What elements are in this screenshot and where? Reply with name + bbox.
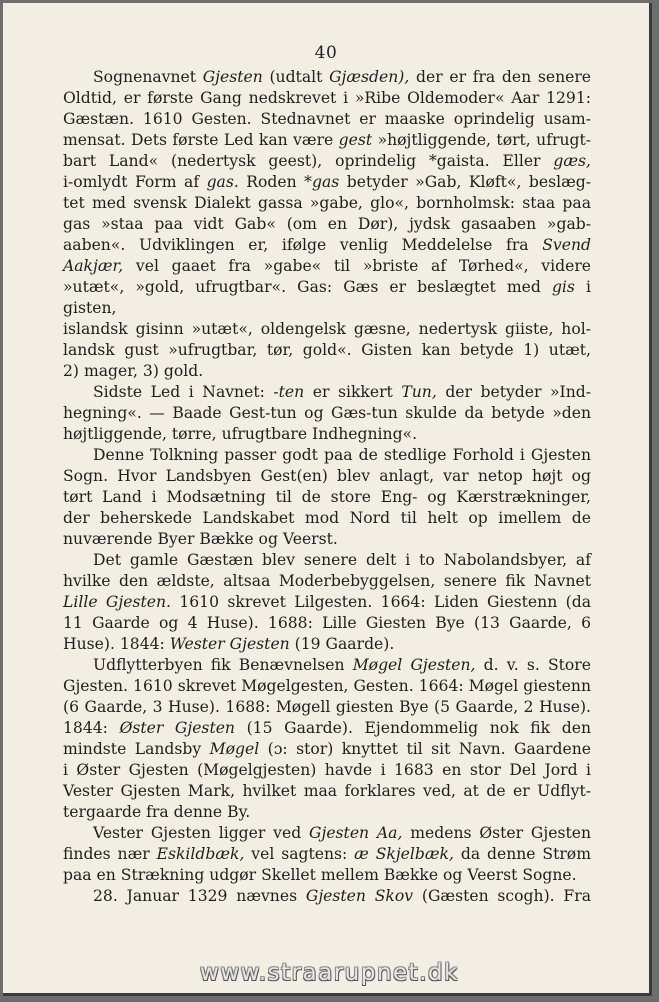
text-segment: vel sagtens: [244,845,355,863]
text-segment: Gæstæn. 1610 Gesten. Stednavnet er maaske oprindelig usam- [63,110,591,128]
text-segment: Det gamle Gæstæn blev senere delt i to Nabolandsbyer, af [93,551,591,569]
text-line [63,529,591,550]
text-segment: 1610 skrevet Lilgesten. 1664: Liden Giestenn (da [170,593,591,611]
text-segment: tørt Land i Modsætning til de store Eng- og Kærstrækninger, [63,488,591,506]
text-segment: i gisten, [63,278,591,317]
text-segment: tet med svensk Dialekt gassa »gabe, glo«, bornholmsk: staa paa [63,194,591,212]
text-segment: Huse). 1844: [63,635,170,653]
italic-text: gest [338,131,373,149]
text-segment: bart Land« (nedertysk geest), oprindelig *gaista. Eller [63,152,554,170]
text-line [63,277,591,319]
text-line [63,886,591,907]
text-line [63,424,591,445]
text-segment: da denne Strøm [453,845,591,863]
italic-text: gis [551,278,575,296]
text-segment: Denne Tolkning passer godt paa de stedlige Forhold i Gjesten [93,446,591,464]
text-line [63,697,591,718]
italic-text: Lille Gjesten. [63,593,171,611]
italic-text: Gjesten Skov [305,887,414,905]
text-line [63,781,591,802]
text-segment: findes nær [63,845,157,863]
text-line [63,718,591,739]
text-line [63,487,591,508]
text-line [63,235,591,256]
text-line [63,508,591,529]
text-segment: (udtalt [262,68,330,86]
italic-text: Møgel [209,740,260,758]
text-segment: der betyder »Ind- [436,383,591,401]
text-segment: paa en Strækning udgør Skellet mellem Bække og Veerst Sogne. [63,866,577,884]
text-segment: 1844: [63,719,120,737]
text-line [63,256,591,277]
text-line [63,88,591,109]
text-segment: tergaarde fra denne By. [63,803,251,821]
text-line [63,193,591,214]
italic-text: gæs, [553,152,591,170]
text-line [63,844,591,865]
text-segment: betyder »Gab, Kløft«, beslæg- [339,173,592,191]
text-line [63,865,591,886]
italic-text: gas. [206,173,239,191]
italic-text: Svend [542,236,591,254]
text-segment: Vester Gjesten Mark, hvilket maa forklares ved, at de er Udflyt- [63,782,591,800]
text-segment: gas »staa paa vidt Gab« (om en Dør), jydsk gasaaben »gab- [63,215,591,233]
text-segment: 2) mager, 3) gold. [63,362,204,380]
text-line [63,802,591,823]
text-segment: der er fra den senere [409,68,592,86]
text-segment: Oldtid, er første Gang nedskrevet i »Ribe Oldemoder« Aar 1291: [63,89,591,107]
text-segment: Gjesten. 1610 skrevet Møgelgesten, Gesten. 1664: Møgel giestenn [63,677,591,695]
text-line [63,151,591,172]
italic-text: -ten [273,383,305,401]
page-number: 40 [314,43,338,63]
italic-text: Aakjær, [63,257,124,275]
text-line [63,760,591,781]
text-line [63,550,591,571]
text-segment: »højtliggende, tørt, ufrugt- [372,131,592,149]
text-line [63,214,591,235]
text-line [63,676,591,697]
text-segment: der beherskede Landskabet mod Nord til helt op imellem de [63,509,591,527]
text-line [63,466,591,487]
text-segment: d. v. s. Store [475,656,591,674]
italic-text: Tun, [401,383,437,401]
text-segment: 28. Januar 1329 nævnes [93,887,306,905]
italic-text: Eskildbæk, [156,845,245,863]
text-segment: Roden [238,173,305,191]
italic-text: *gas [304,173,340,191]
text-line [63,130,591,151]
italic-text: Øster Gjesten [119,719,235,737]
text-segment: Udflytterbyen fik Benævnelsen [93,656,353,674]
italic-text: Gjesten Aa, [309,824,403,842]
text-segment: i-omlydt Form af [63,173,207,191]
text-line [63,613,591,634]
text-segment: (6 Gaarde, 3 Huse). 1688: Møgell giesten Bye (5 Gaarde, 2 Huse). [63,698,591,716]
text-segment: (ɔ: stor) knyttet til sit Navn. Gaardene [259,740,591,758]
text-line [63,571,591,592]
body-text [63,67,591,907]
text-line [63,739,591,760]
text-segment: Sogn. Hvor Landsbyen Gest(en) blev anlagt, var netop højt og [63,467,591,485]
text-line [63,592,591,613]
text-line [63,634,591,655]
text-line [63,67,591,88]
text-segment: medens Øster Gjesten [402,824,591,842]
text-segment: aaben«. Udviklingen er, ifølge venlig Meddelelse fra [63,236,543,254]
text-segment: hegning«. — Baade Gest-tun og Gæs-tun skulde da betyde »den [63,404,591,422]
italic-text: Gjesten [202,68,263,86]
text-line [63,109,591,130]
italic-text: Wester Gjesten [169,635,290,653]
text-line [63,172,591,193]
text-segment: hvilke den ældste, altsaa Moderbebyggelsen, senere fik Navnet [63,572,591,590]
text-segment: (19 Gaarde). [289,635,395,653]
text-segment: mindste Landsby [63,740,210,758]
text-line [63,319,591,340]
italic-text: Møgel Gjesten, [352,656,476,674]
text-line [63,445,591,466]
text-segment: nuværende Byer Bække og Veerst. [63,530,338,548]
italic-text: Gjæsden), [329,68,410,86]
text-segment: landsk gust »ufrugtbar, tør, gold«. Gisten kan betyde 1) utæt, [63,341,591,359]
italic-text: æ Skjelbæk, [354,845,454,863]
text-segment: (15 Gaarde). Ejendommelig nok fik den [234,719,591,737]
text-segment: 11 Gaarde og 4 Huse). 1688: Lille Giesten Bye (13 Gaarde, 6 [63,614,591,632]
text-segment: Sidste Led i Navnet: [93,383,274,401]
text-segment: »utæt«, »gold, ufrugtbar«. Gas: Gæs er beslægtet med [63,278,552,296]
text-line [63,403,591,424]
text-segment: Vester Gjesten ligger ved [93,824,310,842]
watermark: www.straarupnet.dk [200,960,459,986]
text-line [63,823,591,844]
text-segment: islandsk gisinn »utæt«, oldengelsk gæsne, nedertysk giiste, hol- [63,320,591,338]
text-line [63,655,591,676]
text-segment: i Øster Gjesten (Møgelgjesten) havde i 1683 en stor Del Jord i [63,761,591,779]
text-segment: højtliggende, tørre, ufrugtbare Indhegning«. [63,425,418,443]
text-line [63,361,591,382]
text-segment: vel gaaet fra »gabe« til »briste af Tørhed«, videre [123,257,591,275]
text-segment: er sikkert [304,383,402,401]
text-line [63,340,591,361]
book-page [3,3,652,996]
text-segment: Sognenavnet [93,68,203,86]
text-line [63,382,591,403]
text-segment: mensat. Dets første Led kan være [63,131,339,149]
text-segment: (Gæsten scogh). Fra [413,887,591,905]
